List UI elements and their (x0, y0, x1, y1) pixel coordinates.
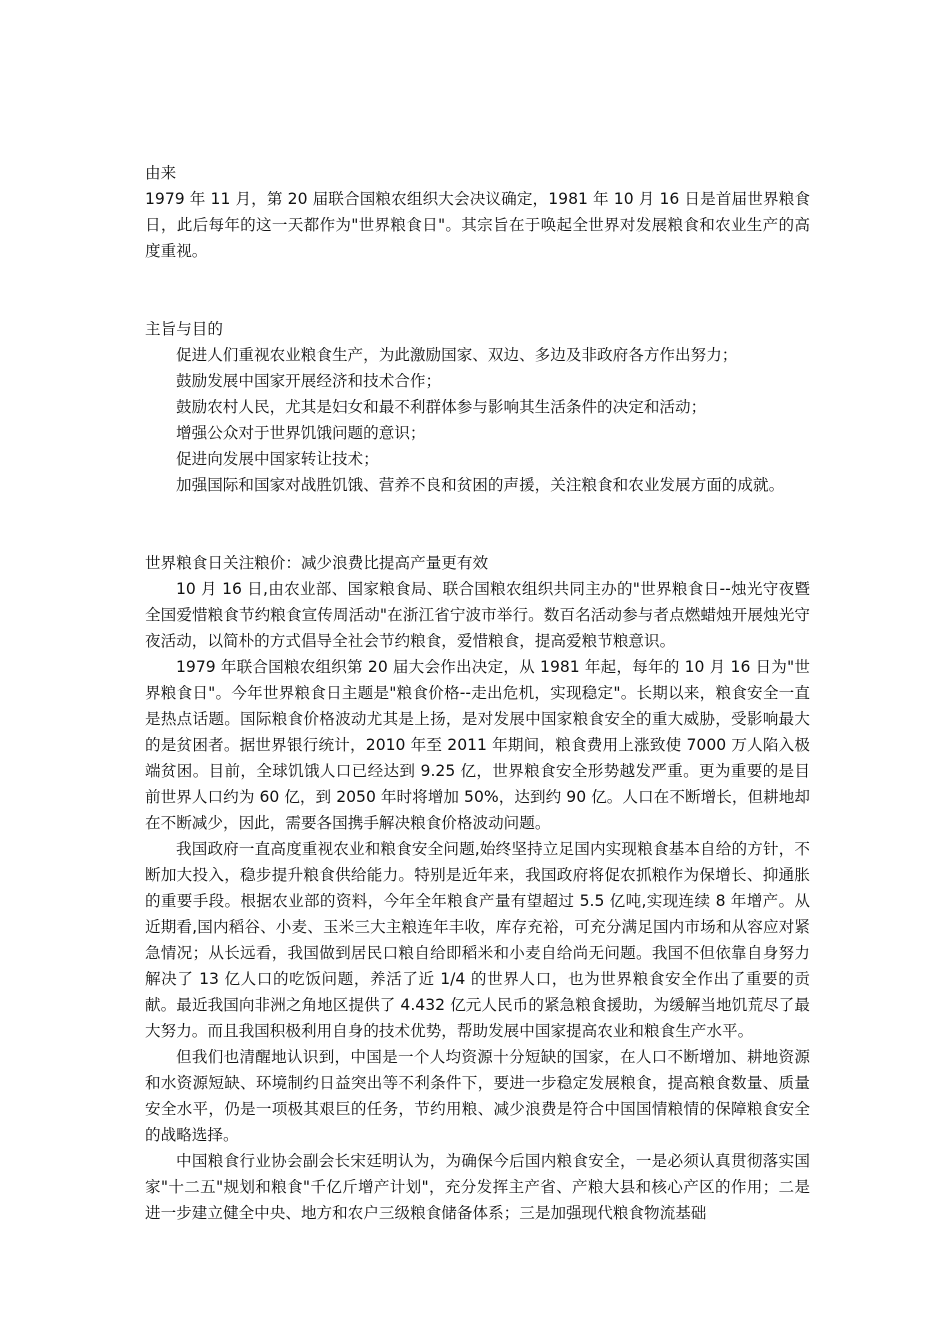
prices-paragraph: 中国粮食行业协会副会长宋廷明认为，为确保今后国内粮食安全，一是必须认真贯彻落实国家"十二五"规划和粮食"千亿斤增产计划"，充分发挥主产省、产粮大县和核心产区的作用；二是进一步建立健全中央、地方和农户三级粮食储备体系；三是加强现代粮食物流基础 (145, 1152, 810, 1222)
prices-heading: 世界粮食日关注粮价：减少浪费比提高产量更有效 (145, 554, 489, 572)
purpose-item: 促进向发展中国家转让技术； (176, 450, 379, 468)
purpose-item: 促进人们重视农业粮食生产，为此激励国家、双边、多边及非政府各方作出努力； (176, 346, 738, 364)
prices-paragraph: 但我们也清醒地认识到，中国是一个人均资源十分短缺的国家，在人口不断增加、耕地资源和水资源短缺、环境制约日益突出等不利条件下，要进一步稳定发展粮食，提高粮食数量、质量安全水平，仍是一项极其艰巨的任务，节约用粮、减少浪费是符合中国国情粮情的保障粮食安全的战略选择。 (145, 1048, 810, 1144)
origin-section (145, 160, 810, 264)
prices-paragraph: 1979 年联合国粮农组织第 20 届大会作出决定，从 1981 年起，每年的 10 月 16 日为"世界粮食日"。今年世界粮食日主题是"粮食价格--走出危机，实现稳定"。长期以来，粮食安全一直是热点话题。国际粮食价格波动尤其是上扬，是对发展中国家粮食安全的重大威胁，受影响最大的是贫困者。据世界银行统计，2010 年至 2011 年期间，粮食费用上涨致使 7000 万人陷入极端贫困。目前，全球饥饿人口已经达到 9.25 亿，世界粮食安全形势越发严重。更为重要的是目前世界人口约为 60 亿，到 2050 年时将增加 50%，达到约 90 亿。人口在不断增长，但耕地却在不断减少，因此，需要各国携手解决粮食价格波动问题。 (145, 658, 810, 832)
document-page (145, 160, 810, 1226)
purpose-item: 加强国际和国家对战胜饥饿、营养不良和贫困的声援，关注粮食和农业发展方面的成就。 (176, 476, 785, 494)
origin-heading: 由来 (145, 164, 177, 182)
purpose-heading: 主旨与目的 (145, 320, 223, 338)
purpose-item: 增强公众对于世界饥饿问题的意识； (176, 424, 426, 442)
purpose-section (145, 316, 810, 498)
prices-section (145, 550, 810, 1226)
purpose-item: 鼓励发展中国家开展经济和技术合作； (176, 372, 442, 390)
origin-paragraph: 1979 年 11 月，第 20 届联合国粮农组织大会决议确定，1981 年 10 月 16 日是首届世界粮食日，此后每年的这一天都作为"世界粮食日"。其宗旨在于唤起全世界对发展粮食和农业生产的高度重视。 (145, 190, 810, 260)
purpose-list (145, 342, 810, 498)
prices-paragraph: 10 月 16 日,由农业部、国家粮食局、联合国粮农组织共同主办的"世界粮食日--烛光守夜暨全国爱惜粮食节约粮食宣传周活动"在浙江省宁波市举行。数百名活动参与者点燃蜡烛开展烛光守夜活动，以简朴的方式倡导全社会节约粮食，爱惜粮食，提高爱粮节粮意识。 (145, 580, 810, 650)
purpose-item: 鼓励农村人民，尤其是妇女和最不利群体参与影响其生活条件的决定和活动； (176, 398, 707, 416)
prices-paragraph: 我国政府一直高度重视农业和粮食安全问题,始终坚持立足国内实现粮食基本自给的方针，不断加大投入，稳步提升粮食供给能力。特别是近年来，我国政府将促农抓粮作为保增长、抑通胀的重要手段。根据农业部的资料，今年全年粮食产量有望超过 5.5 亿吨,实现连续 8 年增产。从近期看,国内稻谷、小麦、玉米三大主粮连年丰收，库存充裕，可充分满足国内市场和从容应对紧急情况；从长远看，我国做到居民口粮自给即稻米和小麦自给尚无问题。我国不但依靠自身努力解决了 13 亿人口的吃饭问题，养活了近 1/4 的世界人口，也为世界粮食安全作出了重要的贡献。最近我国向非洲之角地区提供了 4.432 亿元人民币的紧急粮食援助，为缓解当地饥荒尽了最大努力。而且我国积极利用自身的技术优势，帮助发展中国家提高农业和粮食生产水平。 (145, 840, 810, 1040)
